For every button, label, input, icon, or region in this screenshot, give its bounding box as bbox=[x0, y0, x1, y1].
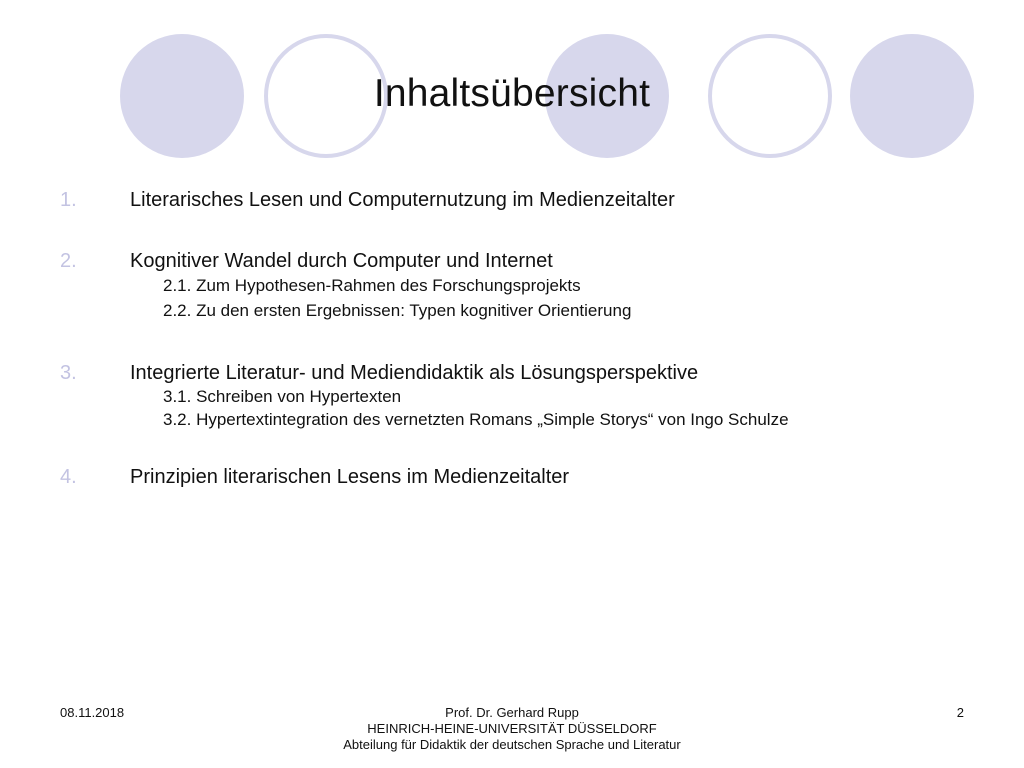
toc-subitem-3-2: 3.2. Hypertextintegration des vernetzten Romans „Simple Storys“ von Ingo Schulze bbox=[163, 410, 789, 429]
toc-item-text: Literarisches Lesen und Computernutzung im Medienzeitalter bbox=[130, 189, 675, 211]
toc-item-number: 1. bbox=[60, 189, 77, 211]
toc-subitem-2-2: 2.2. Zu den ersten Ergebnissen: Typen kognitiver Orientierung bbox=[163, 301, 632, 320]
footer-date: 08.11.2018 bbox=[60, 705, 125, 720]
toc-subitem-2-1: 2.1. Zum Hypothesen-Rahmen des Forschungsprojekts bbox=[163, 276, 581, 295]
toc-item-number: 4. bbox=[60, 466, 77, 488]
footer-department: Abteilung für Didaktik der deutschen Sprache und Literatur bbox=[343, 737, 681, 752]
toc-item-number: 3. bbox=[60, 362, 77, 384]
toc-item-text: Integrierte Literatur- und Mediendidaktik als Lösungsperspektive bbox=[130, 362, 699, 384]
slide-title: Inhaltsübersicht bbox=[373, 72, 651, 115]
footer-info bbox=[312, 705, 712, 753]
toc-item-text: Kognitiver Wandel durch Computer und Internet bbox=[130, 250, 553, 272]
footer-author: Prof. Dr. Gerhard Rupp bbox=[445, 705, 579, 720]
toc-item-number: 2. bbox=[60, 250, 77, 272]
toc-subitem-3-1: 3.1. Schreiben von Hypertexten bbox=[163, 387, 402, 406]
footer-page-number: 2 bbox=[956, 705, 964, 720]
footer-university: HEINRICH-HEINE-UNIVERSITÄT DÜSSELDORF bbox=[367, 721, 657, 736]
toc-item-text: Prinzipien literarischen Lesens im Medienzeitalter bbox=[130, 466, 570, 488]
